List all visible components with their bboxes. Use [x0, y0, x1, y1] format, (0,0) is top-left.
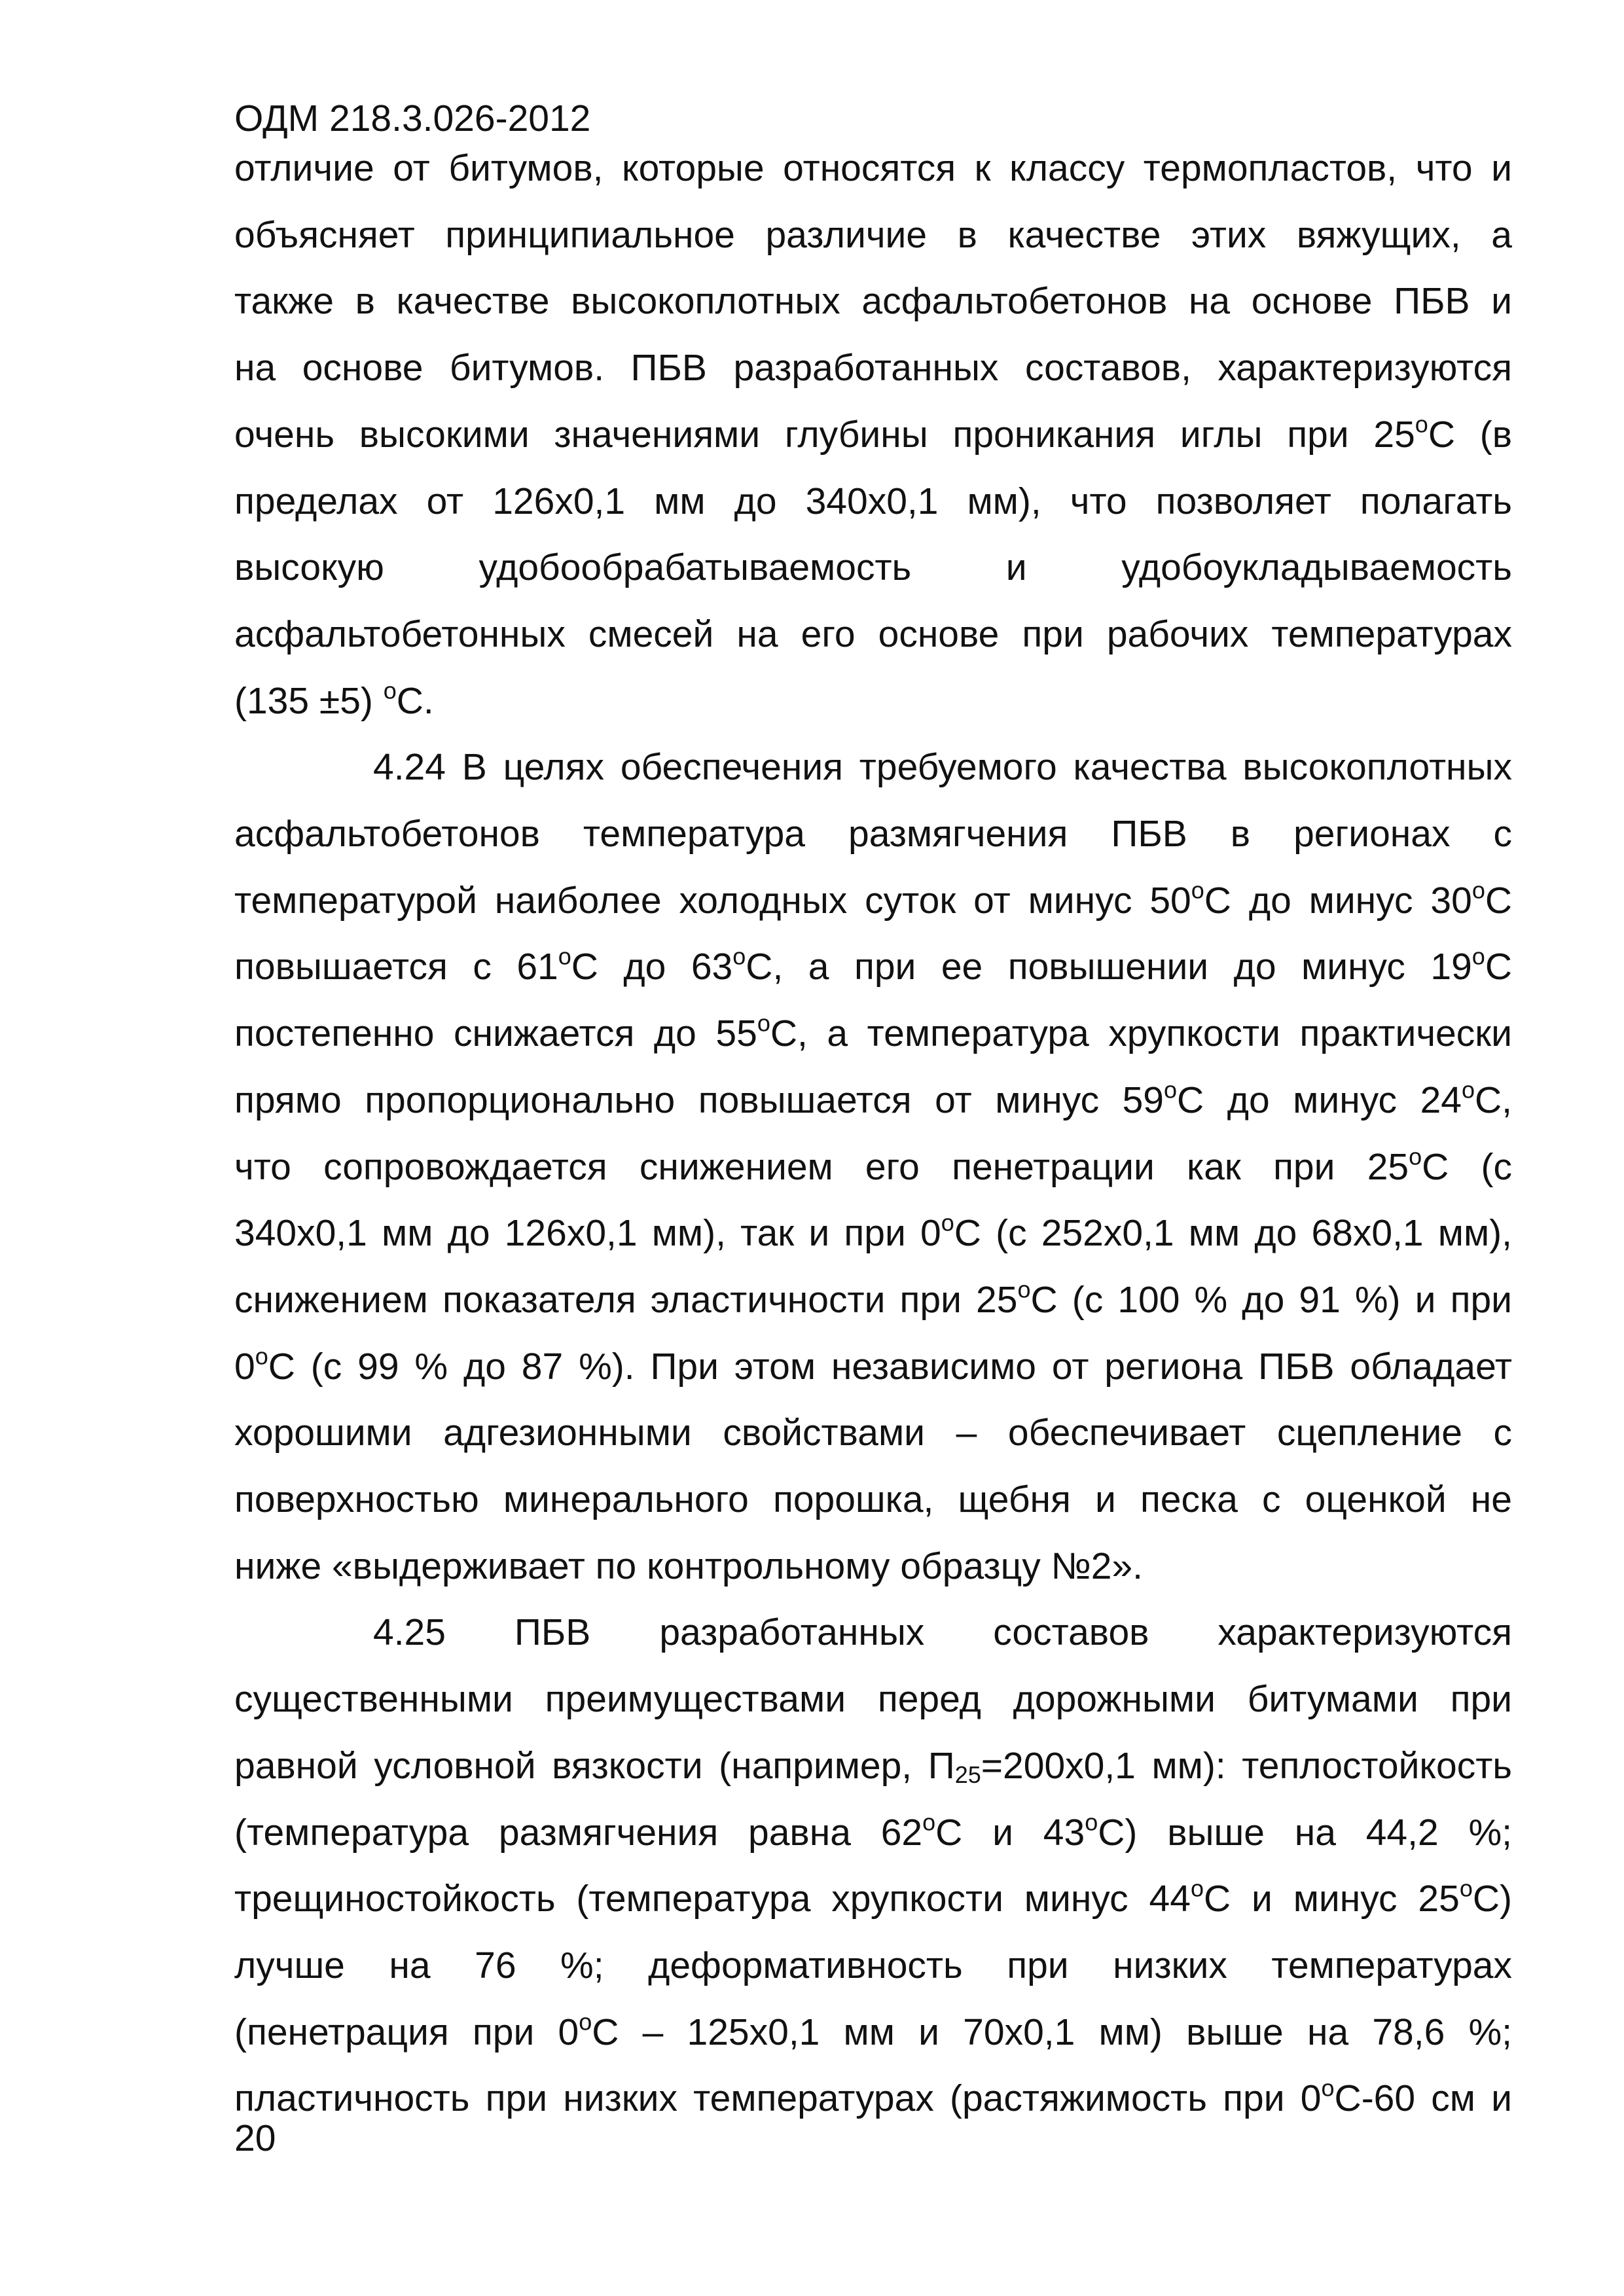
text-run: (135 ±5) [234, 680, 384, 722]
text-run: пластичность при низких температурах (растяжимость при 0 [234, 2077, 1322, 2119]
text-line [234, 1873, 1512, 1924]
text-line [234, 1474, 1512, 1525]
text-line [234, 1740, 1512, 1791]
text-line [234, 542, 1512, 593]
text-run: снижением показателя эластичности при 25 [234, 1279, 1018, 1321]
text-run: С, а при ее повышении до минус 19 [746, 946, 1472, 988]
text-run: С до 63 [571, 946, 733, 988]
degree-sign: о [1415, 410, 1428, 438]
document-code-header: ОДМ 218.3.026-2012 [234, 98, 591, 139]
text-run: отличие от битумов, которые относятся к классу термопластов, что и [234, 147, 1512, 189]
text-run: 0 [234, 1346, 255, 1388]
text-line [234, 2007, 1512, 2058]
text-run: пределах от 126х0,1 мм до 340х0,1 мм), что позволяет полагать [234, 480, 1512, 522]
text-line [234, 1141, 1512, 1193]
text-run: хорошими адгезионными свойствами – обеспечивает сцепление с [234, 1412, 1512, 1454]
degree-sign: о [1164, 1076, 1178, 1103]
text-run: (пенетрация при 0 [234, 2011, 579, 2053]
text-run: высокую удобообрабатываемость и удобоукладываемость [234, 547, 1512, 588]
text-run: С, [1475, 1079, 1512, 1121]
text-run: ниже «выдерживает по контрольному образцу №2». [234, 1545, 1143, 1587]
text-run: С [1485, 946, 1512, 988]
text-line [234, 1940, 1512, 1991]
text-line [234, 875, 1512, 926]
degree-sign: о [1085, 1808, 1098, 1836]
text-run: С – 125х0,1 мм и 70х0,1 мм) выше на 78,6 %; [592, 2011, 1513, 2053]
text-run: С до минус 24 [1177, 1079, 1462, 1121]
subscript-text: 25 [954, 1761, 981, 1789]
degree-sign: о [941, 1209, 954, 1236]
text-run: (температура размягчения равна 62 [234, 1812, 923, 1854]
text-run: на основе битумов. ПБВ разработанных составов, характеризуются [234, 347, 1512, 389]
text-line [234, 1407, 1512, 1458]
degree-sign: о [1471, 876, 1485, 904]
text-run: С [1485, 880, 1513, 922]
text-run: постепенно снижается до 55 [234, 1013, 757, 1054]
text-run: также в качестве высокоплотных асфальтобетонов на основе ПБВ и [234, 280, 1512, 322]
text-run: 340х0,1 мм до 126х0,1 мм), так и при 0 [234, 1212, 941, 1254]
text-line [234, 675, 434, 726]
text-line [234, 409, 1512, 460]
text-run: С и минус 25 [1203, 1878, 1460, 1920]
degree-sign: о [1471, 942, 1485, 970]
degree-sign: о [1191, 876, 1204, 904]
degree-sign: о [1321, 2074, 1335, 2102]
text-run: повышается с 61 [234, 946, 558, 988]
degree-sign: о [255, 1342, 268, 1370]
text-run: асфальтобетонов температура размягчения ПБВ в регионах с [234, 813, 1512, 855]
page-number: 20 [234, 2117, 276, 2159]
text-run: С (в [1428, 414, 1513, 456]
degree-sign: о [579, 2008, 592, 2036]
text-run: =200х0,1 мм): теплостойкость [981, 1745, 1512, 1787]
text-run: очень высокими значениями глубины проникания иглы при 25 [234, 414, 1415, 456]
text-line [234, 209, 1512, 260]
text-line [234, 1274, 1512, 1325]
text-line [234, 143, 1512, 194]
text-run: С, а температура хрупкости практически [770, 1013, 1512, 1054]
text-line [234, 476, 1512, 527]
text-run: С (с 100 % до 91 %) и при [1030, 1279, 1512, 1321]
text-run: С-60 см и [1334, 2077, 1513, 2119]
degree-sign: о [1461, 1076, 1475, 1103]
text-line [234, 808, 1512, 859]
degree-sign: о [922, 1808, 936, 1836]
text-line [234, 609, 1512, 660]
text-run: С до минус 30 [1204, 880, 1472, 922]
degree-sign: о [383, 677, 397, 704]
text-run: С и 43 [935, 1812, 1085, 1854]
text-line [373, 742, 1512, 793]
text-run: что сопровождается снижением его пенетрации как при 25 [234, 1146, 1409, 1188]
text-run: поверхностью минерального порошка, щебня и песка с оценкой не [234, 1479, 1512, 1520]
text-run: С (с 252х0,1 мм до 68х0,1 мм), [954, 1212, 1512, 1254]
text-line [234, 1008, 1512, 1059]
text-run: объясняет принципиальное различие в качестве этих вяжущих, а [234, 214, 1512, 256]
text-run: трещиностойкость (температура хрупкости минус 44 [234, 1878, 1191, 1920]
text-run: прямо пропорционально повышается от минус 59 [234, 1079, 1164, 1121]
text-line [234, 276, 1512, 327]
text-run: асфальтобетонных смесей на его основе при рабочих температурах [234, 613, 1512, 655]
degree-sign: о [558, 942, 571, 970]
text-line [234, 941, 1512, 992]
text-line [234, 342, 1512, 393]
text-line [373, 1607, 1512, 1658]
text-run: С (с [1422, 1146, 1513, 1188]
text-line [234, 1075, 1512, 1126]
degree-sign: о [1017, 1276, 1031, 1303]
text-line [234, 1208, 1512, 1259]
text-run: 4.25 ПБВ разработанных составов характеризуются [373, 1611, 1512, 1653]
text-line [234, 2073, 1512, 2124]
degree-sign: о [1409, 1143, 1422, 1170]
degree-sign: о [1190, 1874, 1204, 1902]
degree-sign: о [1459, 1874, 1473, 1902]
degree-sign: о [757, 1009, 770, 1037]
text-line [234, 1341, 1512, 1392]
text-line [234, 1807, 1512, 1858]
text-run: С) [1472, 1878, 1513, 1920]
text-run: С) выше на 44,2 %; [1098, 1812, 1513, 1854]
text-line [234, 1674, 1512, 1725]
text-run: С (с 99 % до 87 %). При этом независимо от региона ПБВ обладает [268, 1346, 1512, 1388]
text-run: С. [396, 680, 434, 722]
text-run: 4.24 В целях обеспечения требуемого качества высокоплотных [373, 746, 1512, 788]
text-run: равной условной вязкости (например, П [234, 1745, 955, 1787]
degree-sign: о [732, 942, 746, 970]
text-run: лучше на 76 %; деформативность при низких температурах [234, 1945, 1512, 1986]
text-run: температурой наиболее холодных суток от минус 50 [234, 880, 1191, 922]
text-line [234, 1541, 1143, 1592]
text-run: существенными преимуществами перед дорожными битумами при [234, 1678, 1512, 1720]
